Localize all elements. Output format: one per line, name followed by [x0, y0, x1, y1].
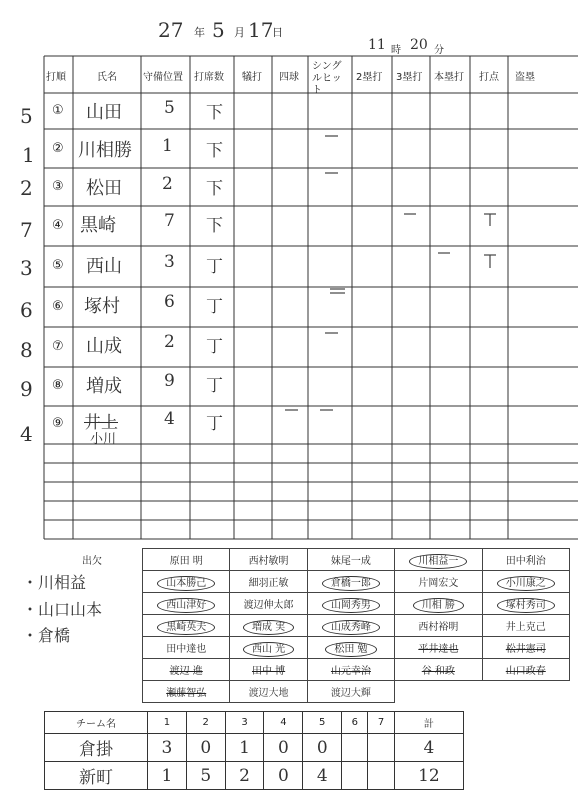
- position-value: 1: [162, 136, 173, 156]
- side-number: 5: [20, 104, 33, 128]
- roster-name: 黒崎英夫: [157, 620, 215, 635]
- position-value: 9: [164, 371, 175, 391]
- score-cell: 0: [264, 734, 303, 762]
- score-cell: 2: [225, 762, 264, 790]
- roster-cell: [395, 549, 482, 571]
- date-day: 17: [248, 18, 274, 42]
- roster-cell: 瀬藤智弘: [143, 681, 230, 703]
- roster-cell: 山口政春: [482, 659, 569, 681]
- date-year: 27: [158, 18, 184, 42]
- header-name: 氏名: [97, 72, 117, 83]
- order-1: ①: [52, 103, 64, 118]
- header-triple: 3塁打: [396, 72, 423, 83]
- roster-table: [142, 548, 570, 703]
- header-stolen-base: 盗塁: [515, 72, 535, 83]
- header-double: 2塁打: [356, 72, 383, 83]
- order-5: ⑤: [52, 258, 64, 273]
- date-month-unit: 月: [234, 26, 245, 39]
- time-hour: 11: [368, 37, 386, 53]
- roster-cell: 井上克己: [482, 615, 569, 637]
- position-value: 3: [164, 252, 175, 272]
- player-name: 塚村: [84, 296, 120, 317]
- score-header: 2: [186, 712, 225, 734]
- roster-cell: [395, 681, 482, 703]
- roster-name: 川相益一: [409, 554, 467, 569]
- attendance-note: ・山口山本: [22, 600, 103, 619]
- roster-cell: [230, 615, 307, 637]
- attendance-label: 出欠: [82, 556, 102, 567]
- score-total: 12: [394, 762, 463, 790]
- score-cell: 3: [148, 734, 187, 762]
- roster-cell: 田中達也: [143, 637, 230, 659]
- score-cell: 0: [186, 734, 225, 762]
- score-cell: [368, 734, 394, 762]
- roster-cell: 山元幸治: [307, 659, 394, 681]
- at-bat-tally: 下: [206, 216, 223, 236]
- score-cell: [342, 762, 368, 790]
- score-header: 6: [342, 712, 368, 734]
- score-cell: [342, 734, 368, 762]
- score-header: 7: [368, 712, 394, 734]
- roster-cell: 細羽正敏: [230, 571, 307, 593]
- roster-cell: [482, 681, 569, 703]
- side-number: 8: [20, 338, 33, 362]
- score-table: [44, 711, 464, 790]
- team-name: 新町: [45, 762, 148, 790]
- roster-name: 倉橋一郎: [322, 576, 380, 591]
- side-number: 7: [20, 218, 33, 242]
- side-number: 3: [20, 256, 33, 280]
- header-rbi: 打点: [479, 72, 499, 83]
- attendance-note: ・倉橋: [22, 626, 71, 645]
- roster-cell: 妹尾一成: [307, 549, 394, 571]
- position-value: 7: [164, 211, 175, 231]
- score-header: 3: [225, 712, 264, 734]
- roster-cell: 渡辺大地: [230, 681, 307, 703]
- team-name: 倉掛: [45, 734, 148, 762]
- roster-name: 山岡秀男: [322, 598, 380, 613]
- score-header: 計: [394, 712, 463, 734]
- at-bat-tally: 丁: [206, 376, 223, 396]
- side-number: 4: [20, 422, 33, 446]
- order-4: ④: [52, 218, 64, 233]
- roster-name: 増成 実: [243, 620, 294, 635]
- roster-cell: 谷 和政: [395, 659, 482, 681]
- order-3: ③: [52, 179, 64, 194]
- header-batting-order: 打順: [46, 72, 66, 83]
- score-header: 1: [148, 712, 187, 734]
- roster-cell: [482, 593, 569, 615]
- roster-name: 山本勝己: [157, 576, 215, 591]
- roster-cell: [307, 571, 394, 593]
- header-position: 守備位置: [143, 72, 183, 83]
- player-name: 黒崎: [80, 215, 116, 236]
- position-value: 4: [164, 409, 175, 429]
- order-7: ⑦: [52, 339, 64, 354]
- roster-cell: 原田 明: [143, 549, 230, 571]
- roster-cell: 平井達也: [395, 637, 482, 659]
- at-bat-tally: 丁: [206, 257, 223, 277]
- score-cell: 5: [186, 762, 225, 790]
- order-2: ②: [52, 141, 64, 156]
- roster-cell: 渡辺伸太郎: [230, 593, 307, 615]
- score-header: チーム名: [45, 712, 148, 734]
- roster-cell: 西村裕明: [395, 615, 482, 637]
- at-bat-tally: 下: [206, 141, 223, 161]
- score-total: 4: [394, 734, 463, 762]
- order-9: ⑨: [52, 416, 64, 431]
- score-cell: 4: [303, 762, 342, 790]
- time-minute: 20: [410, 37, 428, 53]
- substitute-name: 小川: [90, 432, 117, 447]
- roster-cell: 田中利治: [482, 549, 569, 571]
- roster-name: 塚村秀司: [497, 598, 555, 613]
- player-name: 松田: [86, 178, 122, 199]
- roster-name: 川相 勝: [413, 598, 464, 613]
- position-value: 2: [164, 332, 175, 352]
- player-name: 西山: [86, 256, 122, 277]
- header-walks: 四球: [279, 72, 299, 83]
- score-cell: [368, 762, 394, 790]
- score-cell: 1: [148, 762, 187, 790]
- roster-cell: [395, 593, 482, 615]
- at-bat-tally: 下: [206, 179, 223, 199]
- player-name: 井上: [84, 413, 118, 433]
- player-name: 山成: [86, 336, 122, 357]
- position-value: 2: [162, 174, 173, 194]
- roster-cell: 片岡宏文: [395, 571, 482, 593]
- time-hour-unit: 時: [391, 45, 401, 56]
- roster-name: 西山 光: [243, 642, 294, 657]
- roster-cell: [143, 571, 230, 593]
- roster-cell: 渡辺 進: [143, 659, 230, 681]
- roster-cell: 渡辺大輝: [307, 681, 394, 703]
- header-single: シングルヒット: [312, 61, 342, 96]
- attendance-note: ・川相益: [22, 573, 87, 592]
- at-bat-tally: 丁: [206, 297, 223, 317]
- position-value: 5: [164, 98, 175, 118]
- roster-name: 松田 勉: [325, 642, 376, 657]
- score-header: 5: [303, 712, 342, 734]
- side-number: 9: [20, 377, 33, 401]
- roster-cell: [143, 593, 230, 615]
- header-sacrifice: 犠打: [242, 72, 262, 83]
- side-number: 6: [20, 298, 33, 322]
- header-at-bats: 打席数: [194, 72, 224, 83]
- order-6: ⑥: [52, 299, 64, 314]
- roster-cell: 西村敏明: [230, 549, 307, 571]
- roster-cell: [230, 637, 307, 659]
- position-value: 6: [164, 292, 175, 312]
- roster-cell: [307, 615, 394, 637]
- roster-cell: 松井憲司: [482, 637, 569, 659]
- score-header: 4: [264, 712, 303, 734]
- player-name: 川相勝: [78, 140, 132, 161]
- score-cell: 0: [303, 734, 342, 762]
- roster-cell: [143, 615, 230, 637]
- order-8: ⑧: [52, 378, 64, 393]
- side-number: 1: [22, 143, 35, 167]
- roster-cell: [307, 637, 394, 659]
- player-name: 山田: [86, 102, 122, 123]
- date-day-unit: 日: [272, 26, 283, 39]
- date-year-unit: 年: [194, 26, 205, 39]
- roster-name: 西山津好: [157, 598, 215, 613]
- header-homerun: 本塁打: [434, 72, 464, 83]
- at-bat-tally: 丁: [206, 414, 223, 434]
- roster-name: 小川康之: [497, 576, 555, 591]
- player-name: 増成: [86, 376, 122, 397]
- roster-cell: 田中 博: [230, 659, 307, 681]
- roster-name: 山成秀峰: [322, 620, 380, 635]
- roster-cell: [482, 571, 569, 593]
- score-cell: 0: [264, 762, 303, 790]
- score-cell: 1: [225, 734, 264, 762]
- at-bat-tally: 丁: [206, 337, 223, 357]
- at-bat-tally: 下: [206, 103, 223, 123]
- date-month: 5: [212, 18, 225, 42]
- roster-cell: [307, 593, 394, 615]
- time-minute-unit: 分: [434, 45, 444, 56]
- side-number: 2: [20, 176, 33, 200]
